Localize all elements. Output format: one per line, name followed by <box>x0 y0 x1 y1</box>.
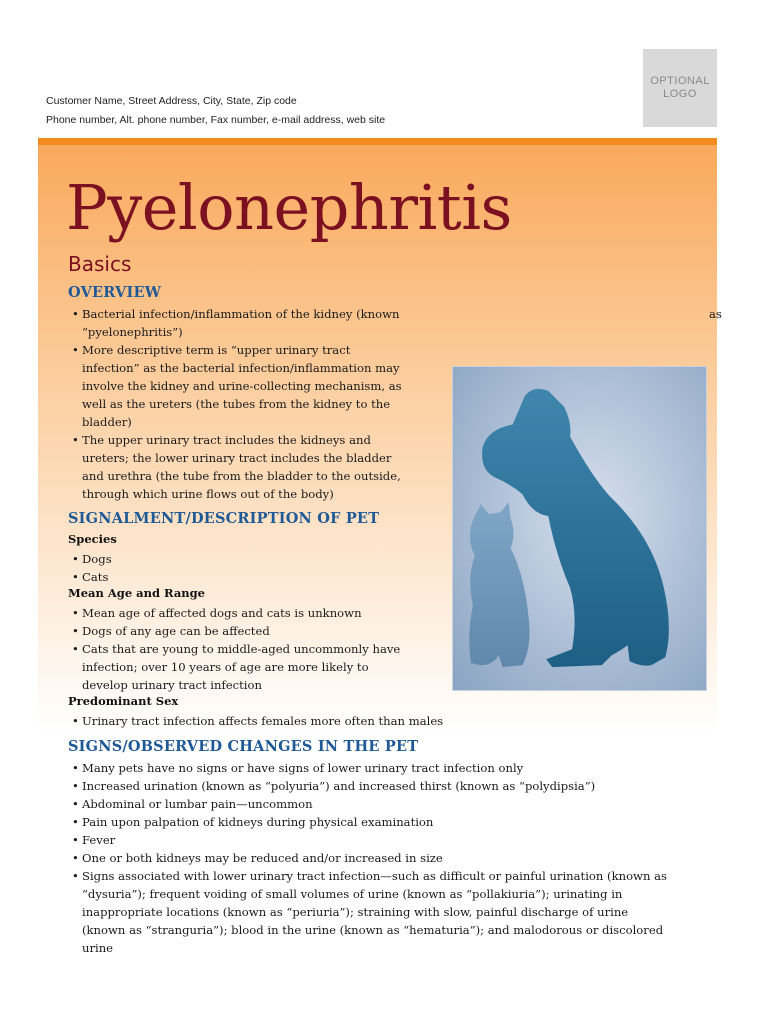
list-item-text: develop urinary tract infection <box>82 678 262 692</box>
bullet-icon: • <box>72 433 79 447</box>
page-title: Pyelonephritis <box>66 171 512 244</box>
list-item-text: (known as “stranguria”); blood in the urine (known as “hematuria”); and malodorous or discolored <box>82 923 664 937</box>
header-accent-bar <box>38 138 717 145</box>
list-item-text: The upper urinary tract includes the kidneys and <box>82 433 371 447</box>
list-item <box>72 712 712 730</box>
bullet-icon: • <box>72 714 79 728</box>
list-item-text: Dogs of any age can be affected <box>82 624 270 638</box>
overview-list <box>72 305 452 503</box>
list-item-text: Mean age of affected dogs and cats is unknown <box>82 606 362 620</box>
cat-silhouette <box>469 502 529 667</box>
list-item-text: Dogs <box>82 552 112 566</box>
signalment-heading: SIGNALMENT/DESCRIPTION OF PET <box>68 510 380 527</box>
bullet-icon: • <box>72 343 79 357</box>
list-item-text: Pain upon palpation of kidneys during physical examination <box>82 815 434 829</box>
species-list <box>72 550 452 586</box>
list-item-text: Increased urination (known as “polyuria”) and increased thirst (known as “polydipsia”) <box>82 779 596 793</box>
signs-heading: SIGNS/OBSERVED CHANGES IN THE PET <box>68 738 419 755</box>
list-item-text: through which urine flows out of the body) <box>82 487 334 501</box>
bullet-icon: • <box>72 815 79 829</box>
list-item-text: “dysuria”); frequent voiding of small volumes of urine (known as “pollakiuria”); urinating in <box>82 887 623 901</box>
list-item-text: involve the kidney and urine-collecting mechanism, as <box>82 379 402 393</box>
list-item-text: ureters; the lower urinary tract includes the bladder <box>82 451 392 465</box>
list-item-text: well as the ureters (the tubes from the kidney to the <box>82 397 391 411</box>
list-item-text: inappropriate locations (known as “periuria”); straining with slow, painful discharge of urine <box>82 905 629 919</box>
logo-text-line-2: LOGO <box>663 88 697 100</box>
contact-address: Customer Name, Street Address, City, State, Zip code <box>46 95 297 107</box>
contact-phone-email: Phone number, Alt. phone number, Fax number, e-mail address, web site <box>46 114 386 126</box>
bullet-icon: • <box>72 869 79 883</box>
signs-list <box>72 759 732 957</box>
list-item-text: Many pets have no signs or have signs of lower urinary tract infection only <box>82 761 524 775</box>
list-item <box>72 777 732 795</box>
list-item-text: urine <box>82 941 114 955</box>
list-item-text: Abdominal or lumbar pain—uncommon <box>82 797 313 811</box>
list-item-text: Bacterial infection/inflammation of the kidney (known <box>82 307 400 321</box>
list-item <box>72 604 452 622</box>
list-item-text: More descriptive term is “upper urinary tract <box>82 343 351 357</box>
list-item <box>72 305 452 341</box>
bullet-icon: • <box>72 779 79 793</box>
logo-text-line-1: OPTIONAL <box>650 75 710 87</box>
bullet-icon: • <box>72 851 79 865</box>
list-item <box>72 640 452 694</box>
list-item-text: bladder) <box>82 415 132 429</box>
bullet-icon: • <box>72 833 79 847</box>
list-item-text: One or both kidneys may be reduced and/or increased in size <box>82 851 443 865</box>
list-item-text: Cats <box>82 570 109 584</box>
list-item <box>72 813 732 831</box>
dog-cat-silhouette-icon <box>453 367 706 690</box>
list-item-text: Urinary tract infection affects females more often than males <box>82 714 444 728</box>
list-item <box>72 568 452 586</box>
bullet-icon: • <box>72 624 79 638</box>
list-item-text: Signs associated with lower urinary tract infection—such as difficult or painful urination (known as <box>82 869 667 883</box>
list-item <box>72 341 452 431</box>
list-item <box>72 431 452 503</box>
list-item-text: infection” as the bacterial infection/inflammation may <box>82 361 400 375</box>
dog-cat-photo <box>452 366 707 691</box>
list-item <box>72 795 732 813</box>
sex-list <box>72 712 712 730</box>
list-item-text: infection; over 10 years of age are more likely to <box>82 660 369 674</box>
age-heading: Mean Age and Range <box>68 586 205 600</box>
species-heading: Species <box>68 532 117 546</box>
bullet-icon: • <box>72 797 79 811</box>
list-item-text: “pyelonephritis”) <box>82 325 183 339</box>
age-list <box>72 604 452 694</box>
page-subtitle: Basics <box>68 252 132 276</box>
bullet-icon: • <box>72 570 79 584</box>
bullet-icon: • <box>72 606 79 620</box>
list-item-text: Cats that are young to middle-aged uncommonly have <box>82 642 401 656</box>
overview-trailing-word: as <box>709 307 722 321</box>
list-item <box>72 831 732 849</box>
bullet-icon: • <box>72 307 79 321</box>
list-item <box>72 867 732 957</box>
list-item-text: and urethra (the tube from the bladder to the outside, <box>82 469 401 483</box>
bullet-icon: • <box>72 761 79 775</box>
list-item <box>72 550 452 568</box>
sex-heading: Predominant Sex <box>68 694 179 708</box>
bullet-icon: • <box>72 552 79 566</box>
list-item <box>72 849 732 867</box>
list-item <box>72 759 732 777</box>
optional-logo <box>643 49 717 127</box>
bullet-icon: • <box>72 642 79 656</box>
list-item-text: Fever <box>82 833 116 847</box>
list-item <box>72 622 452 640</box>
overview-heading: OVERVIEW <box>68 284 162 301</box>
